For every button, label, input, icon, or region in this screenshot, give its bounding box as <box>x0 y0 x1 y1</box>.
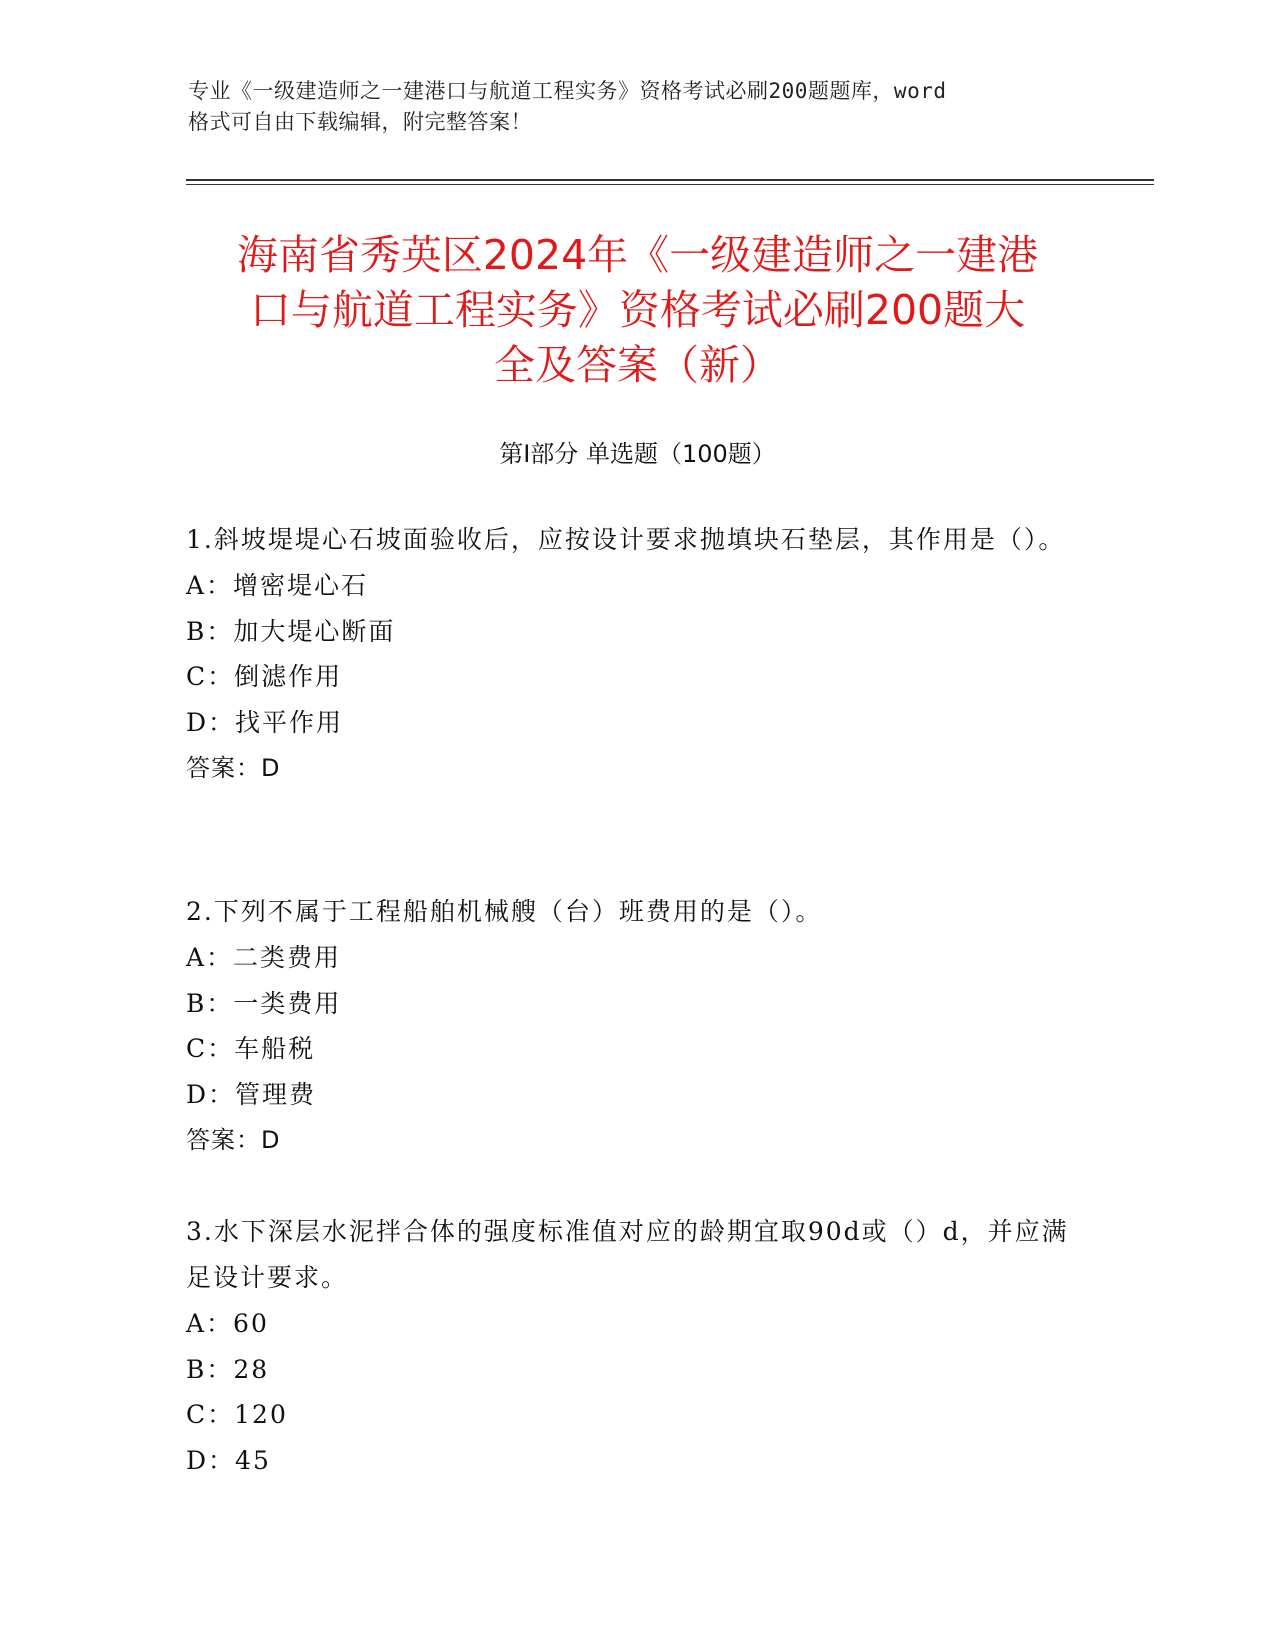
question-stem: 3.水下深层水泥拌合体的强度标准值对应的龄期宜取90d或（）d，并应满足设计要求。 <box>186 1217 1069 1292</box>
header-note <box>188 76 1068 138</box>
option-a: A：增密堤心石 <box>186 571 369 600</box>
header-note-line-1: 专业《一级建造师之一建港口与航道工程实务》资格考试必刷200题题库，word <box>188 79 947 103</box>
option-c: C：120 <box>186 1400 288 1430</box>
option-d: D：管理费 <box>186 1079 317 1109</box>
option-b: B：加大堤心断面 <box>186 616 396 646</box>
question-stem: 1.斜坡堤堤心石坡面验收后，应按设计要求抛填块石垫层，其作用是（）。 <box>186 525 1066 554</box>
option-d: D：找平作用 <box>186 707 344 737</box>
answer-label: 答案：D <box>186 1126 281 1155</box>
document-title <box>140 228 1135 393</box>
question-stem: 2.下列不属于工程船舶机械艘（台）班费用的是（）。 <box>186 897 823 926</box>
question-3 <box>186 1209 1086 1483</box>
header-divider-thick <box>186 179 1154 181</box>
question-1 <box>186 517 1086 791</box>
header-divider-thin <box>186 184 1154 185</box>
option-c: C：倒滤作用 <box>186 662 343 692</box>
document-title-line-2: 口与航道工程实务》资格考试必刷200题大 <box>249 286 1026 334</box>
option-a: A：二类费用 <box>186 943 342 972</box>
section-heading: 第Ⅰ部分 单选题（100题） <box>499 440 776 468</box>
option-c: C：车船税 <box>186 1034 316 1064</box>
option-b: B：一类费用 <box>186 988 342 1018</box>
answer-label: 答案：D <box>186 754 281 783</box>
option-a: A：60 <box>186 1309 269 1338</box>
header-note-line-2: 格式可自由下载编辑，附完整答案！ <box>188 110 532 134</box>
question-2 <box>186 889 1086 1163</box>
option-b: B：28 <box>186 1354 270 1384</box>
document-title-line-1: 海南省秀英区2024年《一级建造师之一建港 <box>236 231 1039 279</box>
document-title-line-3: 全及答案（新） <box>494 341 781 389</box>
option-d: D：45 <box>186 1445 271 1475</box>
